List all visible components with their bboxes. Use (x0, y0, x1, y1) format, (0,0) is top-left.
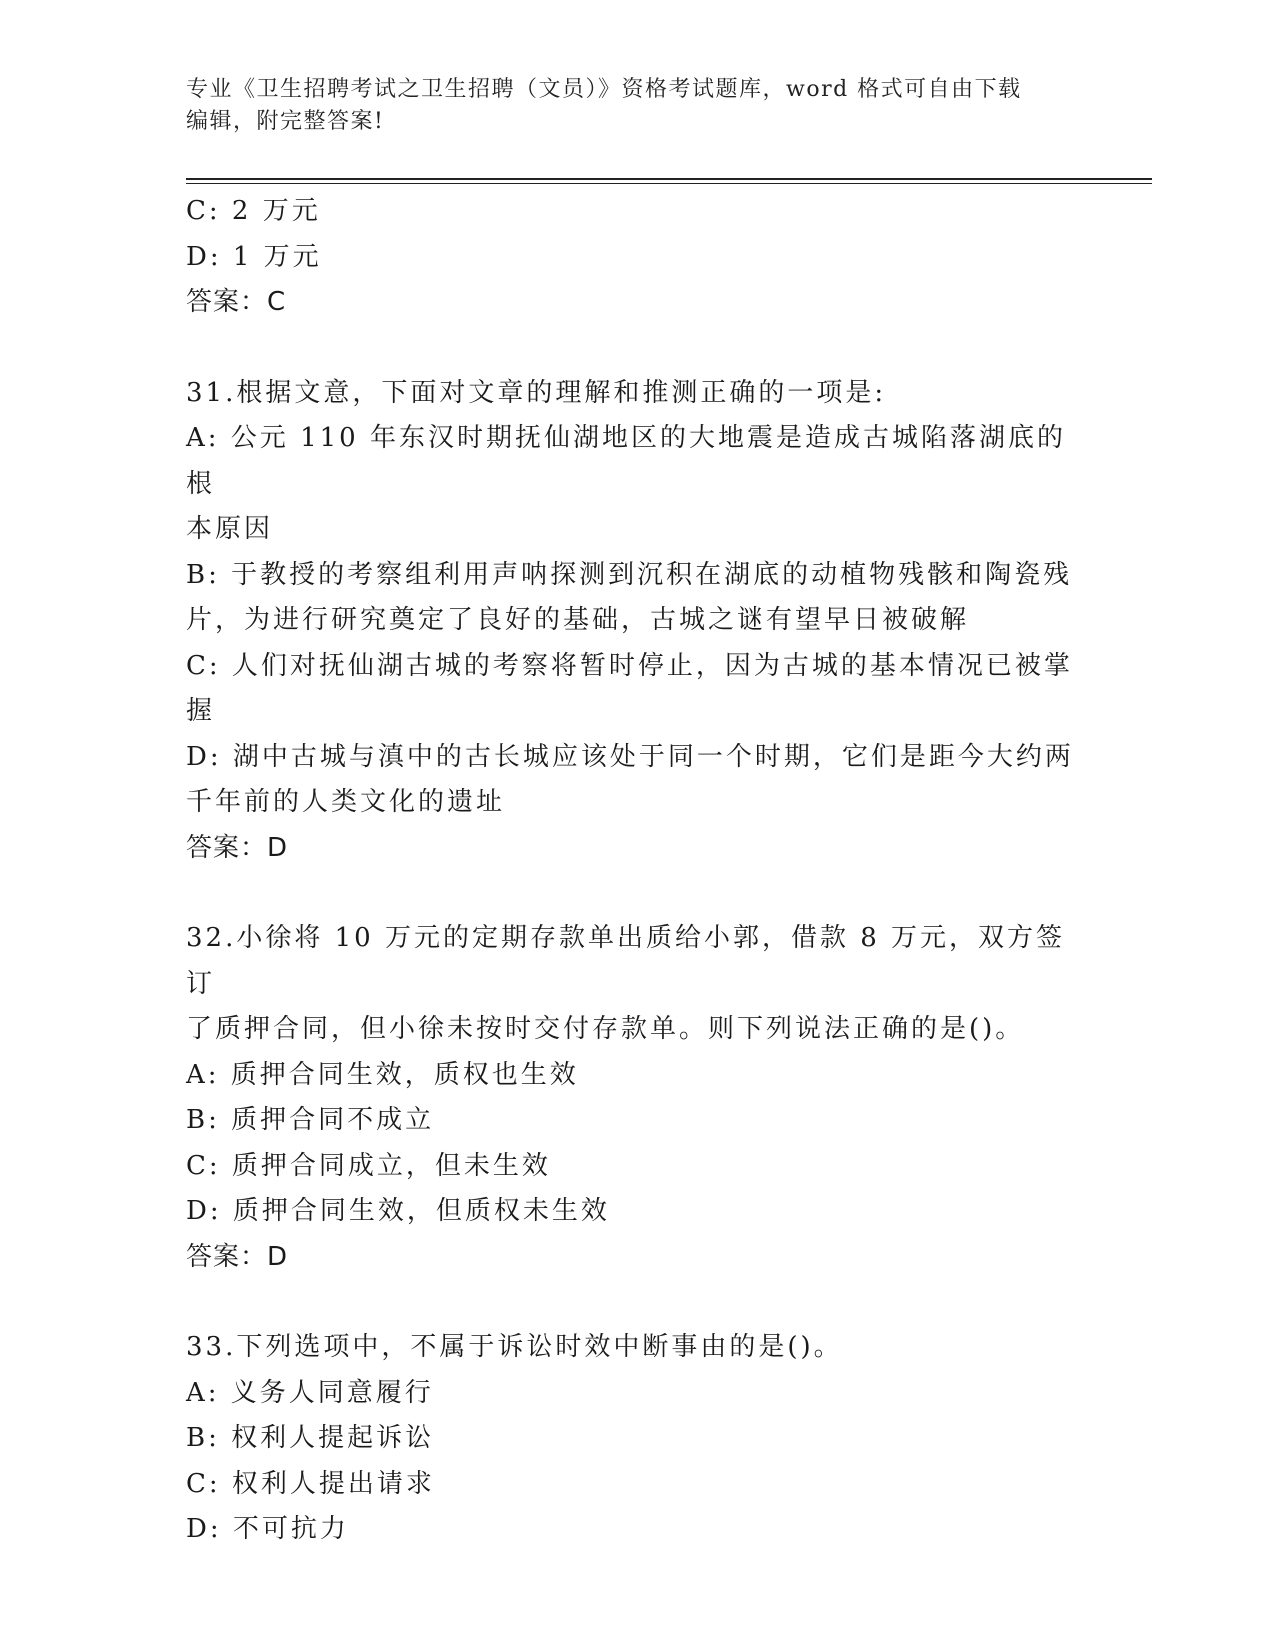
document-header (186, 74, 1066, 138)
option-d: D: 质押合同生效，但质权未生效 (186, 1196, 610, 1226)
option-a-continued: 本原因 (186, 514, 274, 544)
question-stem: 33.下列选项中，不属于诉讼时效中断事由的是()。 (186, 1332, 843, 1362)
question-31 (186, 371, 1086, 872)
option-c-continued: 握 (186, 696, 216, 726)
option-b: B: 质押合同不成立 (186, 1105, 435, 1135)
option-b-continued: 片，为进行研究奠定了良好的基础，古城之谜有望早日被破解 (186, 605, 970, 635)
prev-question (186, 189, 1086, 326)
option-b: B: 于教授的考察组利用声呐探测到沉积在湖底的动植物残骸和陶瓷残 (186, 559, 1073, 590)
question-stem-continued: 了质押合同，但小徐未按时交付存款单。则下列说法正确的是()。 (186, 1014, 1025, 1044)
option-d: D: 湖中古城与滇中的古长城应该处于同一个时期，它们是距今大约两 (186, 741, 1074, 772)
question-stem: 31.根据文意，下面对文章的理解和推测正确的一项是: (186, 377, 887, 408)
option-a: A: 质押合同生效，质权也生效 (186, 1059, 579, 1090)
spacer (186, 1280, 1086, 1325)
option-c: C: 质押合同成立，但未生效 (186, 1150, 551, 1181)
option-d-continued: 千年前的人类文化的遗址 (186, 787, 506, 817)
question-32 (186, 916, 1086, 1280)
spacer (186, 871, 1086, 916)
header-line-2: 编辑，附完整答案! (186, 109, 385, 134)
answer-line: 答案：C (186, 287, 287, 317)
header-divider-thick (186, 178, 1152, 180)
option-b: B: 权利人提起诉讼 (186, 1423, 435, 1453)
spacer (186, 326, 1086, 371)
option-c: C: 权利人提出请求 (186, 1468, 435, 1499)
option-d: D: 1 万元 (186, 241, 322, 272)
option-a: A: 义务人同意履行 (186, 1377, 434, 1408)
option-c: C: 2 万元 (186, 196, 321, 226)
answer-line: 答案：D (186, 832, 289, 863)
option-c: C: 人们对抚仙湖古城的考察将暂时停止，因为古城的基本情况已被掌 (186, 650, 1073, 681)
question-content (186, 189, 1086, 1553)
answer-line: 答案：D (186, 1241, 289, 1272)
header-line-1: 专业《卫生招聘考试之卫生招聘（文员）》资格考试题库，word 格式可自由下载 (186, 77, 1022, 102)
header-divider-thin (186, 183, 1152, 184)
question-stem: 32.小徐将 10 万元的定期存款单出质给小郭，借款 8 万元，双方签订 (186, 923, 1066, 999)
option-d: D: 不可抗力 (186, 1514, 349, 1544)
option-a: A: 公元 110 年东汉时期抚仙湖地区的大地震是造成古城陷落湖底的根 (186, 423, 1066, 499)
question-33 (186, 1325, 1086, 1553)
